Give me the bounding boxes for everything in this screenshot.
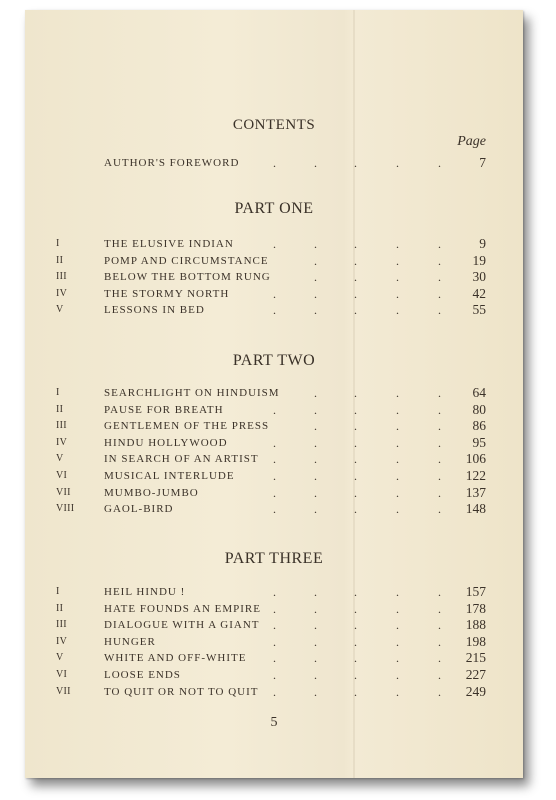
leader-dot: .: [354, 502, 357, 517]
dot-leader: [25, 452, 523, 466]
leader-dot: .: [314, 585, 317, 599]
dot-leader: [25, 270, 523, 284]
chapter-row: [25, 666, 523, 684]
chapter-number: VII: [56, 486, 71, 498]
leader-dot: .: [396, 303, 399, 318]
leader-dot: .: [354, 469, 357, 483]
leader-dot: .: [438, 402, 441, 417]
leader-dot: .: [396, 634, 399, 649]
leader-dot: .: [438, 634, 441, 649]
leader-dot: .: [354, 601, 357, 616]
leader-dot: .: [273, 286, 276, 301]
chapter-number: II: [56, 602, 64, 614]
leader-dot: .: [273, 485, 276, 500]
foreword-title: AUTHOR'S FOREWORD: [104, 157, 240, 169]
leader-dot: .: [396, 435, 399, 450]
leader-dot: .: [354, 286, 357, 301]
leader-dot: .: [354, 156, 357, 170]
leader-dot: .: [314, 435, 317, 450]
chapter-page: 148: [465, 501, 486, 517]
leader-dot: .: [438, 303, 441, 318]
chapter-page: 188: [465, 617, 486, 633]
dot-leader: [25, 685, 523, 699]
dot-leader: [25, 635, 523, 649]
chapter-page: 157: [465, 584, 486, 599]
leader-dot: .: [314, 452, 317, 467]
chapter-number: VI: [56, 470, 68, 481]
leader-dot: .: [396, 452, 399, 467]
leader-dot: .: [273, 585, 276, 599]
chapter-title: POMP AND CIRCUMSTANCE: [104, 254, 269, 267]
leader-dot: .: [396, 286, 399, 301]
leader-dot: .: [438, 419, 441, 434]
chapter-number: II: [56, 403, 64, 415]
leader-dot: .: [354, 651, 357, 666]
chapter-number: III: [56, 420, 67, 432]
leader-dot: .: [273, 435, 276, 450]
part-one-heading: PART ONE: [234, 200, 314, 217]
dot-leader: [25, 303, 523, 317]
chapter-row: [25, 633, 523, 651]
dot-leader: [25, 436, 523, 450]
leader-dot: .: [438, 386, 441, 400]
leader-dot: .: [396, 386, 399, 400]
chapter-number: IV: [56, 635, 68, 647]
leader-dot: .: [314, 270, 317, 285]
leader-dot: .: [314, 156, 317, 170]
chapter-number: II: [56, 254, 64, 266]
chapter-title: HINDU HOLLYWOOD: [104, 436, 228, 449]
chapter-page: 55: [472, 302, 486, 318]
chapter-number: V: [56, 453, 64, 465]
leader-dot: .: [354, 634, 357, 649]
book-page: [25, 10, 523, 778]
chapter-page: 122: [465, 468, 486, 483]
chapter-number: V: [56, 304, 64, 316]
leader-dot: .: [396, 156, 399, 170]
chapter-title: PAUSE FOR BREATH: [104, 403, 224, 416]
chapter-title: LOOSE ENDS: [104, 669, 181, 681]
chapter-number: I: [56, 238, 60, 249]
chapter-page: 198: [465, 633, 486, 649]
leader-dot: .: [273, 618, 276, 633]
leader-dot: .: [396, 237, 399, 251]
leader-dot: .: [396, 651, 399, 666]
leader-dot: .: [438, 684, 441, 699]
leader-dot: .: [396, 668, 399, 682]
leader-dot: .: [438, 469, 441, 483]
chapter-page: 215: [465, 650, 486, 666]
chapter-title: GENTLEMEN OF THE PRESS: [104, 420, 270, 433]
chapter-row: [25, 583, 523, 601]
leader-dot: .: [273, 402, 276, 417]
dot-leader: [25, 469, 523, 483]
chapter-page: 178: [465, 600, 486, 616]
chapter-row: [25, 467, 523, 485]
leader-dot: .: [438, 435, 441, 450]
chapter-title: THE STORMY NORTH: [104, 287, 230, 300]
leader-dot: .: [354, 237, 357, 251]
leader-dot: .: [354, 618, 357, 633]
leader-dot: .: [273, 303, 276, 318]
leader-dot: .: [314, 419, 317, 434]
chapter-row: [25, 285, 523, 303]
dot-leader: [25, 237, 523, 251]
chapter-title: MUSICAL INTERLUDE: [104, 470, 235, 482]
leader-dot: .: [273, 156, 276, 170]
chapter-number: VIII: [56, 503, 75, 515]
dot-leader: [25, 254, 523, 268]
leader-dot: .: [354, 668, 357, 682]
chapter-number: VII: [56, 685, 71, 697]
leader-dot: .: [396, 618, 399, 633]
chapter-row: [25, 484, 523, 502]
leader-dot: .: [314, 253, 317, 268]
chapter-page: 95: [472, 434, 486, 450]
leader-dot: .: [273, 452, 276, 467]
chapter-row: [25, 616, 523, 634]
leader-dot: .: [273, 601, 276, 616]
chapter-page: 64: [472, 385, 486, 400]
chapter-title: WHITE AND OFF-WHITE: [104, 652, 247, 665]
leader-dot: .: [354, 452, 357, 467]
leader-dot: .: [354, 419, 357, 434]
leader-dot: .: [314, 502, 317, 517]
leader-dot: .: [354, 402, 357, 417]
chapter-number: VI: [56, 669, 68, 680]
leader-dot: .: [438, 585, 441, 599]
chapter-row: [25, 401, 523, 419]
part-two-heading: PART TWO: [232, 352, 316, 369]
dot-leader: [25, 602, 523, 616]
chapter-page: 42: [472, 285, 486, 301]
leader-dot: .: [314, 618, 317, 633]
chapter-page: 30: [472, 269, 486, 285]
leader-dot: .: [354, 435, 357, 450]
leader-dot: .: [396, 402, 399, 417]
chapter-number: IV: [56, 287, 68, 299]
dot-leader: [25, 486, 523, 500]
chapter-title: THE ELUSIVE INDIAN: [104, 238, 234, 250]
dot-leader: [25, 668, 523, 682]
chapter-page: 137: [465, 484, 486, 500]
leader-dot: .: [273, 651, 276, 666]
dot-leader: [25, 585, 523, 599]
leader-dot: .: [273, 502, 276, 517]
chapter-number: IV: [56, 436, 68, 448]
chapter-title: SEARCHLIGHT ON HINDUISM: [104, 387, 280, 399]
leader-dot: .: [438, 618, 441, 633]
chapter-title: GAOL-BIRD: [104, 503, 174, 516]
leader-dot: .: [354, 303, 357, 318]
foreword-row: [25, 154, 523, 172]
leader-dot: .: [354, 386, 357, 400]
leader-dot: .: [396, 585, 399, 599]
leader-dot: .: [396, 485, 399, 500]
leader-dot: .: [314, 668, 317, 682]
leader-dot: .: [438, 485, 441, 500]
chapter-number: I: [56, 387, 60, 398]
dot-leader: [25, 403, 523, 417]
chapter-row: [25, 500, 523, 518]
chapter-row: [25, 301, 523, 319]
leader-dot: .: [396, 253, 399, 268]
chapter-row: [25, 600, 523, 618]
chapter-title: TO QUIT OR NOT TO QUIT: [104, 685, 259, 698]
chapter-title: IN SEARCH OF AN ARTIST: [104, 453, 259, 466]
leader-dot: .: [273, 668, 276, 682]
chapter-row: [25, 384, 523, 402]
chapter-number: III: [56, 271, 67, 283]
leader-dot: .: [354, 485, 357, 500]
leader-dot: .: [314, 402, 317, 417]
leader-dot: .: [314, 386, 317, 400]
dot-leader: [25, 502, 523, 516]
dot-leader: [25, 156, 523, 170]
leader-dot: .: [273, 469, 276, 483]
leader-dot: .: [438, 651, 441, 666]
dot-leader: [25, 651, 523, 665]
dot-leader: [25, 618, 523, 632]
chapter-title: HEIL HINDU !: [104, 586, 186, 598]
leader-dot: .: [438, 237, 441, 251]
leader-dot: .: [396, 684, 399, 699]
leader-dot: .: [438, 452, 441, 467]
leader-dot: .: [273, 634, 276, 649]
leader-dot: .: [354, 684, 357, 699]
part-three-heading: PART THREE: [224, 550, 324, 567]
chapter-title: HATE FOUNDS AN EMPIRE: [104, 602, 261, 615]
chapter-title: BELOW THE BOTTOM RUNG: [104, 271, 271, 284]
chapter-page: 227: [465, 667, 486, 682]
leader-dot: .: [438, 253, 441, 268]
chapter-page: 9: [479, 236, 486, 251]
chapter-row: [25, 235, 523, 253]
leader-dot: .: [314, 601, 317, 616]
leader-dot: .: [273, 237, 276, 251]
page-column-label: Page: [457, 134, 486, 149]
chapter-number: I: [56, 586, 60, 597]
chapter-page: 19: [472, 252, 486, 268]
chapter-title: DIALOGUE WITH A GIANT: [104, 619, 260, 632]
chapter-title: MUMBO-JUMBO: [104, 486, 199, 499]
foreword-page: 7: [479, 155, 486, 170]
chapter-page: 86: [472, 418, 486, 434]
chapter-title: LESSONS IN BED: [104, 304, 205, 317]
chapter-row: [25, 434, 523, 452]
leader-dot: .: [273, 684, 276, 699]
leader-dot: .: [396, 601, 399, 616]
chapter-number: III: [56, 619, 67, 631]
chapter-row: [25, 649, 523, 667]
leader-dot: .: [354, 585, 357, 599]
leader-dot: .: [438, 601, 441, 616]
leader-dot: .: [314, 485, 317, 500]
leader-dot: .: [438, 156, 441, 170]
leader-dot: .: [354, 253, 357, 268]
leader-dot: .: [354, 270, 357, 285]
leader-dot: .: [438, 502, 441, 517]
chapter-page: 106: [465, 451, 486, 467]
dot-leader: [25, 287, 523, 301]
leader-dot: .: [314, 684, 317, 699]
leader-dot: .: [314, 237, 317, 251]
chapter-page: 249: [465, 683, 486, 699]
chapter-row: [25, 417, 523, 435]
leader-dot: .: [396, 419, 399, 434]
chapter-row: [25, 268, 523, 286]
leader-dot: .: [396, 469, 399, 483]
leader-dot: .: [314, 651, 317, 666]
chapter-row: [25, 683, 523, 701]
leader-dot: .: [438, 286, 441, 301]
leader-dot: .: [396, 502, 399, 517]
chapter-row: [25, 252, 523, 270]
dot-leader: [25, 386, 523, 400]
contents-heading: CONTENTS: [232, 117, 316, 133]
leader-dot: .: [438, 668, 441, 682]
leader-dot: .: [396, 270, 399, 285]
leader-dot: .: [314, 303, 317, 318]
leader-dot: .: [438, 270, 441, 285]
chapter-row: [25, 450, 523, 468]
chapter-title: HUNGER: [104, 635, 156, 648]
chapter-number: V: [56, 652, 64, 664]
dot-leader: [25, 419, 523, 433]
page-number: 5: [270, 715, 278, 730]
leader-dot: .: [314, 469, 317, 483]
chapter-page: 80: [472, 401, 486, 417]
leader-dot: .: [314, 286, 317, 301]
leader-dot: .: [314, 634, 317, 649]
